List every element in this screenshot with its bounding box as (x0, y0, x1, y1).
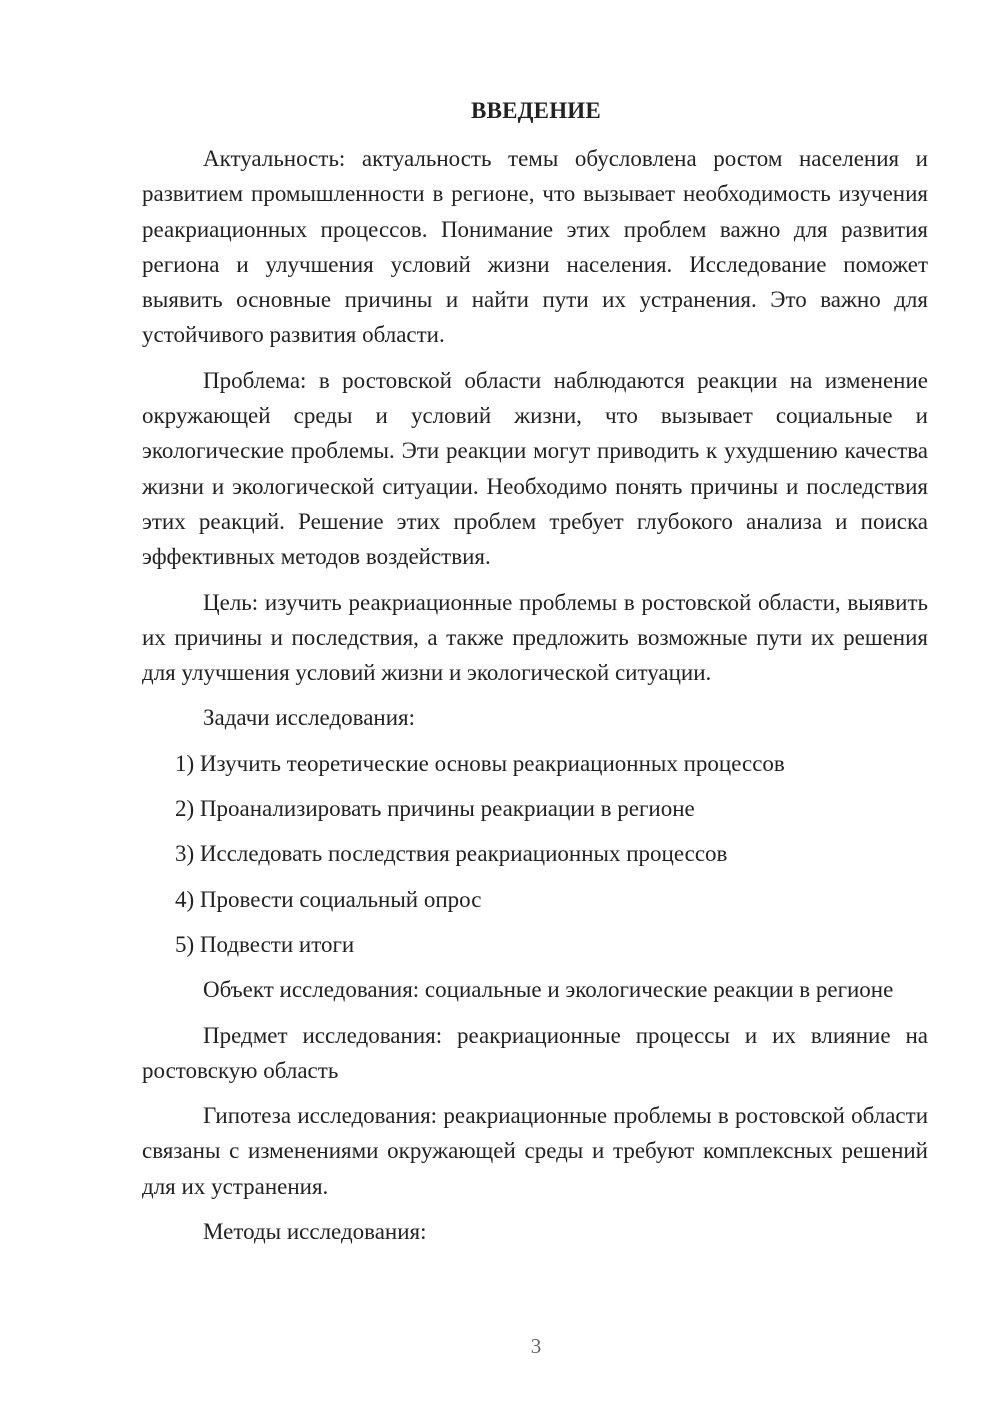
page-title: ВВЕДЕНИЕ (471, 98, 601, 123)
list-item: 4) Провести социальный опрос (175, 886, 482, 912)
page-number: 3 (530, 1334, 542, 1358)
paragraph-hypothesis: Гипотеза исследования: реакриационные проблемы в ростовской области связаны с изменениями окружающей среды и требуют комплексных решений для их устранения. (142, 1103, 928, 1199)
document-body (142, 141, 928, 1259)
list-item: 1) Изучить теоретические основы реакриационных процессов (175, 750, 785, 776)
list-item: 5) Подвести итоги (175, 931, 355, 957)
paragraph-subject: Предмет исследования: реакриационные процессы и их влияние на ростовскую область (142, 1022, 928, 1083)
list-item: 3) Исследовать последствия реакриационных процессов (175, 841, 728, 867)
tasks-list (142, 746, 928, 962)
tasks-heading: Задачи исследования: (203, 705, 416, 731)
list-item: 2) Проанализировать причины реакриации в регионе (175, 796, 695, 822)
methods-heading: Методы исследования: (203, 1219, 427, 1245)
paragraph-problem: Проблема: в ростовской области наблюдаются реакции на изменение окружающей среды и условий жизни, что вызывает социальные и экологические проблемы. Эти реакции могут приводить к ухудшению качества жизни и экологической ситуации. Необходимо понять причины и последствия этих реакций. Решение этих проблем требует глубокого анализа и поиска эффективных методов воздействия. (142, 367, 928, 570)
paragraph-object: Объект исследования: социальные и экологические реакции в регионе (203, 977, 894, 1003)
paragraph-goal: Цель: изучить реакриационные проблемы в ростовской области, выявить их причины и последствия, а также предложить возможные пути их решения для улучшения условий жизни и экологической ситуации. (142, 589, 928, 686)
paragraph-relevance: Актуальность: актуальность темы обусловлена ростом населения и развитием промышленности в регионе, что вызывает необходимость изучения реакриационных процессов. Понимание этих проблем важно для развития региона и улучшения условий жизни населения. Исследование поможет выявить основные причины и найти пути их устранения. Это важно для устойчивого развития области. (142, 146, 928, 348)
